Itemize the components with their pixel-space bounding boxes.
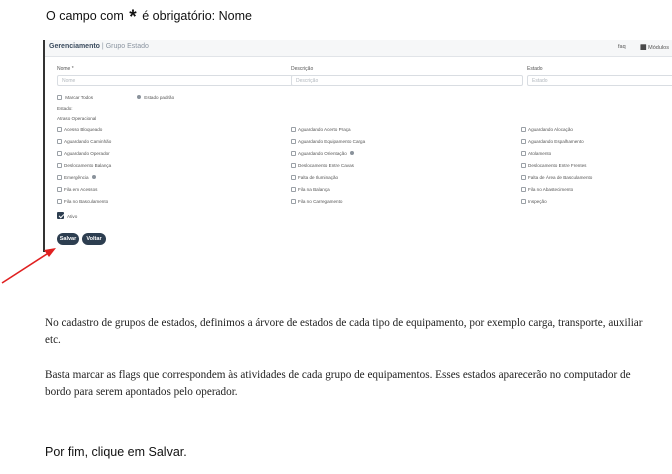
checkbox-icon [57, 163, 62, 168]
page-header [45, 40, 672, 57]
state-label: Deslocamento Entre Cavas [298, 163, 354, 168]
ativo-label: Ativo [67, 214, 78, 219]
state-checkbox[interactable] [57, 163, 111, 169]
default-state-dot-icon [137, 95, 141, 99]
marcar-todos-label: Marcar Todos [65, 95, 94, 100]
grid-icon: ▦ [640, 44, 647, 51]
state-checkbox[interactable] [521, 199, 547, 205]
checkbox-icon [57, 151, 62, 156]
page-title [49, 43, 149, 50]
red-arrow-icon [0, 238, 60, 288]
estado-label: Estado [527, 66, 543, 72]
estado-padrao-legend [137, 95, 174, 101]
checkbox-icon [521, 163, 526, 168]
checkbox-icon [521, 175, 526, 180]
state-label: Atolamento [528, 151, 552, 156]
checkbox-icon [291, 139, 296, 144]
descricao-input[interactable] [291, 75, 523, 86]
checkbox-icon [521, 127, 526, 132]
state-label: Fila na Balança [298, 187, 330, 192]
header-subtitle: Grupo Estado [105, 43, 149, 50]
state-label: Deslocamento Entre Frentes [528, 163, 587, 168]
state-checkbox[interactable] [521, 175, 592, 181]
description-paragraph-1: No cadastro de grupos de estados, definimos a árvore de estados de cada tipo de equipamento, por exemplo carga, transporte, auxiliar etc. [45, 317, 643, 346]
state-checkbox[interactable] [291, 199, 342, 205]
state-label: Falta de Iluminação [298, 175, 339, 180]
state-label: Aguardando Alocação [528, 127, 573, 132]
checkbox-icon [57, 127, 62, 132]
state-checkbox[interactable] [57, 199, 108, 205]
state-label: Fila em Acessos [64, 187, 98, 192]
note-suffix: é obrigatório: Nome [142, 9, 252, 23]
header-title: Gerenciamento [49, 43, 100, 50]
estado-section-label: Estado: [57, 106, 73, 111]
checkbox-icon [57, 187, 62, 192]
estado-input[interactable] [527, 75, 672, 86]
header-separator: | [101, 43, 104, 50]
modules-label: Módulos [648, 45, 669, 51]
modules-menu[interactable] [640, 43, 669, 51]
checkbox-icon [521, 199, 526, 204]
nome-placeholder: Nome [62, 78, 76, 84]
state-checkbox[interactable] [521, 127, 573, 133]
state-label: Inspeção [528, 199, 547, 204]
estado-placeholder: Estado [532, 78, 548, 84]
state-label: Deslocamento Balança [64, 163, 112, 168]
marcar-todos-checkbox[interactable] [57, 95, 93, 101]
description-paragraph-2: Basta marcar as flags que correspondem às atividades de cada grupo de equipamentos. Esses estados aparecerão no computador de bordo para serem apontados pelo operador. [45, 369, 631, 398]
state-label: Aguardando Caminhão [64, 139, 112, 144]
state-checkbox[interactable] [291, 175, 338, 181]
state-label: Fila no Abastecimento [528, 187, 574, 192]
checkbox-icon [57, 139, 62, 144]
required-star: * [129, 7, 137, 28]
required-field-note [46, 4, 252, 26]
default-state-dot-icon [92, 175, 96, 179]
state-label: Emergência [64, 175, 89, 180]
faq-link[interactable]: faq [618, 44, 626, 50]
salvar-button[interactable]: Salvar [57, 233, 79, 245]
state-checkbox[interactable] [521, 139, 584, 145]
final-instruction: Por fim, clique em Salvar. [45, 445, 187, 459]
state-checkbox[interactable] [521, 151, 551, 157]
descricao-label: Descrição [291, 66, 314, 72]
estado-padrao-label: Estado padrão [144, 95, 175, 100]
state-checkbox[interactable] [57, 127, 102, 133]
checkbox-icon [291, 163, 296, 168]
state-label: Aguardando Espalhamento [528, 139, 584, 144]
arrow-shaft [2, 252, 50, 283]
default-state-dot-icon [350, 151, 354, 155]
atraso-operacional-label: Atraso Operacional [57, 116, 97, 121]
state-checkbox[interactable] [57, 175, 96, 181]
state-label: Fila no Basculamento [64, 199, 109, 204]
checkbox-icon [521, 151, 526, 156]
state-label: Aguardando Operador [64, 151, 110, 156]
state-checkbox[interactable] [291, 127, 351, 133]
nome-label: Nome * [57, 66, 74, 72]
state-checkbox[interactable] [57, 187, 97, 193]
state-checkbox[interactable] [57, 151, 110, 157]
checkbox-icon [521, 187, 526, 192]
state-label: Falta de Área de Basculamento [528, 175, 593, 180]
nome-input[interactable] [57, 75, 293, 86]
state-checkbox[interactable] [57, 139, 111, 145]
note-prefix: O campo com [46, 9, 124, 23]
checkbox-icon [57, 199, 62, 204]
ativo-checkbox[interactable] [57, 212, 77, 220]
state-label: Aguardando Orientação [298, 151, 347, 156]
checkbox-icon [57, 95, 62, 100]
checkbox-icon [291, 187, 296, 192]
state-checkbox[interactable] [291, 151, 354, 157]
state-label: Fila no Carregamento [298, 199, 343, 204]
checkbox-icon [291, 151, 296, 156]
form-screenshot [43, 40, 672, 252]
checkbox-icon [291, 175, 296, 180]
checkbox-icon [521, 139, 526, 144]
checkbox-icon [291, 199, 296, 204]
state-checkbox[interactable] [291, 187, 330, 193]
state-label: Aguardando Equipamento Carga [298, 139, 366, 144]
state-label: Aguardando Acerto Praça [298, 127, 351, 132]
state-checkbox[interactable] [521, 163, 586, 169]
state-checkbox[interactable] [521, 187, 573, 193]
state-checkbox[interactable] [291, 163, 354, 169]
state-checkbox[interactable] [291, 139, 365, 145]
checked-checkbox-icon [57, 212, 64, 219]
checkbox-icon [291, 127, 296, 132]
voltar-button[interactable]: Voltar [82, 233, 106, 245]
checkbox-icon [57, 175, 62, 180]
descricao-placeholder: Descrição [296, 78, 319, 84]
state-label: Acesso Bloqueado [64, 127, 103, 132]
